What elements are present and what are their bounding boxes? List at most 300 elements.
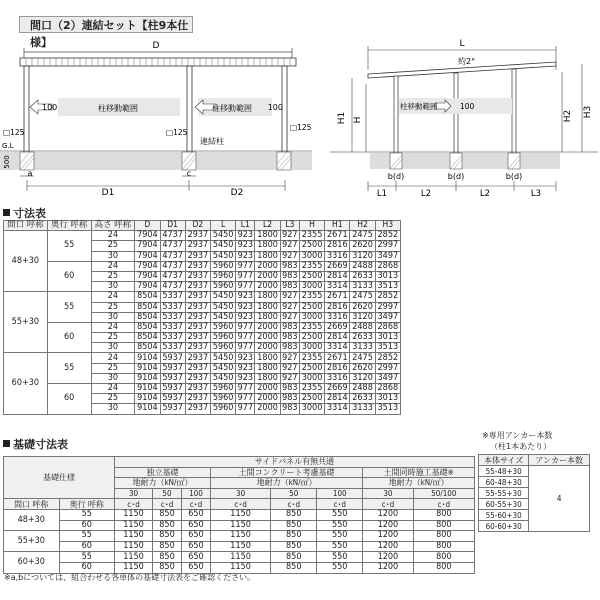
cd-header-cell: c･d — [363, 499, 413, 510]
base-width-cell: 60+30 — [4, 552, 60, 573]
base-value-cell: 1150 — [210, 552, 270, 563]
dim-value-cell: 2816 — [325, 302, 350, 312]
label-100-right: 100 — [267, 103, 283, 112]
depth-name-cell: 55 — [47, 353, 91, 384]
dim-table-row — [4, 292, 401, 302]
dim-value-cell: 983 — [282, 393, 298, 404]
dim-value-cell: 5450 — [211, 241, 236, 251]
dim-value-cell: 977 — [237, 332, 254, 343]
dim-value-cell: 8504 — [135, 302, 160, 312]
dim-value-cell: 977 — [237, 342, 254, 353]
dim-value-cell: 2937 — [185, 292, 210, 302]
dim-value-cell: 2355 — [299, 384, 324, 394]
cd-header-cell: c･d — [181, 499, 210, 510]
width-name-cell: 60+30 — [4, 353, 48, 414]
dim-value-cell: 25 — [91, 363, 135, 373]
depth-name-cell: 55 — [47, 292, 91, 323]
dim-value-cell: 3000 — [299, 373, 324, 383]
dim-value-cell: 2997 — [375, 363, 400, 373]
dim-value-cell: 2633 — [350, 271, 375, 281]
base-value-cell: 1150 — [115, 520, 153, 531]
base-value-cell: 550 — [317, 509, 363, 520]
anchor-size-cell: 60-60+30 — [479, 521, 529, 532]
base-value-cell: 650 — [181, 520, 210, 531]
dim-value-cell: 3513 — [375, 343, 400, 353]
dim-value-cell: 983 — [282, 271, 298, 282]
dim-value-cell: 5960 — [211, 282, 236, 292]
dim-value-cell: 2814 — [325, 271, 350, 281]
label-post-right: □125 — [290, 123, 312, 132]
dim-value-cell: 8504 — [135, 292, 160, 302]
dim-value-cell: 977 — [237, 271, 254, 282]
dim-value-cell: 2669 — [325, 384, 350, 394]
dim-value-cell: 923 — [237, 352, 254, 363]
dim-value-cell: 2000 — [255, 333, 280, 343]
base-value-cell: 850 — [271, 541, 317, 552]
anchor-size-cell: 55-55+30 — [479, 488, 529, 499]
dim-value-cell: 2488 — [350, 261, 375, 271]
label-b-left: b(d) — [387, 172, 405, 181]
dim-value-cell: 25 — [91, 302, 135, 312]
dim-value-cell: 5960 — [211, 343, 236, 353]
cd-header-cell: c･d — [413, 499, 474, 510]
dim-value-cell: 2937 — [185, 241, 210, 251]
base-value-cell: 650 — [181, 531, 210, 542]
base-value-cell: 850 — [271, 520, 317, 531]
dim-value-cell: 927 — [282, 362, 298, 373]
dim-value-cell: 3314 — [325, 343, 350, 353]
dim-value-cell: 1800 — [255, 353, 280, 363]
dim-value-cell: 2000 — [255, 343, 280, 353]
dim-value-cell: 923 — [237, 372, 254, 383]
label-post-mid: □125 — [166, 128, 188, 137]
foundation-table-row — [4, 520, 475, 531]
base-value-cell: 1150 — [210, 562, 270, 573]
dim-header-cell: L1 — [236, 221, 255, 231]
base-value-cell: 1150 — [115, 509, 153, 520]
anchor-header-cell: 本体サイズ — [479, 455, 529, 466]
dim-table-row — [4, 261, 401, 271]
base-value-cell: 1150 — [210, 520, 270, 531]
dim-value-cell: 7904 — [135, 282, 160, 292]
dim-value-cell: 24 — [91, 384, 135, 394]
dim-value-cell: 2816 — [325, 363, 350, 373]
dim-value-cell: 5960 — [211, 384, 236, 394]
dim-value-cell: 5960 — [211, 322, 236, 332]
dim-value-cell: 3316 — [325, 251, 350, 261]
dim-value-cell: 2475 — [350, 292, 375, 302]
dim-value-cell: 5937 — [160, 394, 185, 404]
dim-value-cell: 2816 — [325, 241, 350, 251]
dim-value-cell: 3120 — [350, 251, 375, 261]
dim-value-cell: 927 — [282, 230, 298, 241]
dim-value-cell: 923 — [237, 250, 254, 261]
footnote: ※a,bについては、組合わせる各単体の基礎寸法表をご確認ください。 — [4, 573, 256, 582]
label-post-left: □125 — [3, 128, 25, 137]
dim-section-title: 寸法表 — [3, 205, 46, 221]
dim-value-cell: 3513 — [375, 404, 400, 414]
depth-name-cell: 60 — [47, 384, 91, 415]
dim-value-cell: 5937 — [160, 384, 185, 394]
dim-header-cell: H2 — [350, 221, 375, 231]
dim-value-cell: 4737 — [160, 241, 185, 251]
dim-value-cell: 977 — [237, 383, 254, 394]
load-header-cell: 50/100 — [413, 488, 474, 499]
dim-value-cell: 24 — [91, 353, 135, 363]
base-value-cell: 650 — [181, 562, 210, 573]
base-value-cell: 550 — [317, 541, 363, 552]
dim-value-cell: 5937 — [160, 363, 185, 373]
dim-header-cell: D1 — [160, 221, 185, 231]
base-value-cell: 1200 — [363, 541, 413, 552]
load-header-cell: 100 — [181, 488, 210, 499]
label-H1: H1 — [337, 111, 347, 125]
anchor-header-cell: アンカー本数 — [529, 455, 590, 466]
dim-value-cell: 3316 — [325, 312, 350, 322]
label-H3: H3 — [583, 105, 593, 119]
dim-value-cell: 3000 — [299, 343, 324, 353]
dim-value-cell: 5337 — [160, 292, 185, 302]
label-L: L — [459, 39, 465, 49]
dim-value-cell: 5960 — [211, 404, 236, 414]
dim-value-cell: 3013 — [375, 333, 400, 343]
dim-value-cell: 24 — [91, 322, 135, 332]
label-L2b: L2 — [479, 189, 491, 198]
dim-value-cell: 1800 — [255, 373, 280, 383]
dim-value-cell: 983 — [282, 321, 298, 332]
dim-header-cell: H3 — [375, 221, 400, 231]
dim-table-row — [4, 322, 401, 332]
dim-value-cell: 983 — [282, 403, 298, 414]
dim-value-cell: 3133 — [350, 404, 375, 414]
dim-value-cell: 2000 — [255, 322, 280, 332]
post-mid — [187, 66, 192, 154]
dim-value-cell: 2852 — [375, 353, 400, 363]
dim-value-cell: 2500 — [299, 241, 324, 251]
label-L3: L3 — [530, 189, 542, 198]
foundation-table-row — [4, 531, 475, 542]
dim-value-cell: 7904 — [135, 261, 160, 271]
dim-value-cell: 983 — [282, 383, 298, 394]
load-header-cell: 50 — [153, 488, 182, 499]
dim-value-cell: 2669 — [325, 322, 350, 332]
depth-name-cell: 60 — [47, 261, 91, 292]
dim-value-cell: 30 — [91, 251, 135, 261]
anchor-note-1: ※専用アンカー本数 — [482, 431, 553, 440]
dim-value-cell: 3120 — [350, 373, 375, 383]
dim-value-cell: 983 — [282, 281, 298, 292]
dim-value-cell: 1800 — [255, 292, 280, 302]
dim-value-cell: 3000 — [299, 404, 324, 414]
dim-value-cell: 2488 — [350, 384, 375, 394]
dim-value-cell: 2937 — [185, 384, 210, 394]
dim-value-cell: 2937 — [185, 394, 210, 404]
dim-value-cell: 923 — [237, 291, 254, 302]
dim-value-cell: 5450 — [211, 373, 236, 383]
base-value-cell: 800 — [413, 562, 474, 573]
dim-value-cell: 983 — [282, 260, 298, 271]
base-value-cell: 1200 — [363, 562, 413, 573]
dim-value-cell: 5450 — [211, 231, 236, 241]
base-depth-cell: 55 — [59, 509, 115, 520]
side-label-100: 100 — [460, 102, 475, 111]
dim-value-cell: 2488 — [350, 322, 375, 332]
dim-value-cell: 3133 — [350, 343, 375, 353]
base-value-cell: 850 — [153, 552, 182, 563]
dim-value-cell: 3133 — [350, 282, 375, 292]
base-value-cell: 800 — [413, 520, 474, 531]
dim-value-cell: 1800 — [255, 363, 280, 373]
side-elevation-diagram — [330, 36, 598, 198]
dim-value-cell: 923 — [237, 240, 254, 251]
dim-value-cell: 30 — [91, 343, 135, 353]
dim-value-cell: 1800 — [255, 241, 280, 251]
dim-value-cell: 927 — [282, 301, 298, 312]
base-value-cell: 850 — [271, 509, 317, 520]
dim-value-cell: 2000 — [255, 271, 280, 281]
dim-value-cell: 5937 — [160, 353, 185, 363]
dim-value-cell: 1800 — [255, 302, 280, 312]
foundation-table-row — [4, 509, 475, 520]
dim-value-cell: 3497 — [375, 373, 400, 383]
dim-value-cell: 24 — [91, 261, 135, 271]
bearing-header-1: 地耐力（kN/㎡） — [115, 478, 211, 489]
cd-header-cell: c･d — [271, 499, 317, 510]
base-section-title: 基礎寸法表 — [3, 436, 68, 452]
page-title: 間口（2）連結セット【柱9本仕様】 — [19, 16, 193, 33]
base-value-cell: 1200 — [363, 552, 413, 563]
dim-value-cell: 5960 — [211, 394, 236, 404]
dim-value-cell: 3000 — [299, 251, 324, 261]
anchor-size-cell: 55-60+30 — [479, 510, 529, 521]
dim-value-cell: 2937 — [185, 333, 210, 343]
foundation-table — [3, 456, 475, 574]
dim-value-cell: 2852 — [375, 231, 400, 241]
dim-header-cell: L2 — [255, 221, 280, 231]
dim-value-cell: 2500 — [299, 302, 324, 312]
dim-header-cell: H1 — [325, 221, 350, 231]
dim-value-cell: 5337 — [160, 302, 185, 312]
dim-table-row — [4, 353, 401, 363]
bearing-header-2: 地耐力（kN/㎡） — [210, 478, 362, 489]
dim-value-cell: 8504 — [135, 343, 160, 353]
base-spec-header: 基礎仕様 — [4, 457, 115, 499]
dim-value-cell: 2937 — [185, 251, 210, 261]
label-L1: L1 — [376, 189, 388, 198]
front-elevation-diagram — [0, 36, 312, 198]
base-value-cell: 850 — [271, 562, 317, 573]
side-label-range: 柱移動範囲 — [400, 102, 438, 111]
dim-table-row — [4, 384, 401, 394]
base-value-cell: 1150 — [210, 541, 270, 552]
dim-value-cell: 4737 — [160, 271, 185, 281]
base-value-cell: 850 — [153, 520, 182, 531]
dim-value-cell: 927 — [282, 352, 298, 363]
depth-name-cell: 60 — [47, 322, 91, 353]
dim-value-cell: 3513 — [375, 282, 400, 292]
dim-value-cell: 1800 — [255, 312, 280, 322]
ground-concrete-header: 土間コンクリート考慮基礎 — [210, 467, 362, 478]
dim-value-cell: 30 — [91, 312, 135, 322]
dim-value-cell: 2500 — [299, 271, 324, 281]
dim-value-cell: 5450 — [211, 363, 236, 373]
base-width-cell: 48+30 — [4, 509, 60, 530]
cd-header-cell: c･d — [317, 499, 363, 510]
label-range-left: 柱移動範囲 — [98, 104, 138, 113]
base-value-cell: 1150 — [115, 552, 153, 563]
dim-value-cell: 30 — [91, 404, 135, 414]
dim-value-cell: 2355 — [299, 231, 324, 241]
dim-value-cell: 9104 — [135, 373, 160, 383]
dim-value-cell: 7904 — [135, 251, 160, 261]
anchor-table-row — [479, 466, 590, 477]
dim-value-cell: 5960 — [211, 333, 236, 343]
dim-value-cell: 5960 — [211, 271, 236, 281]
foundation-table-row — [4, 552, 475, 563]
dim-value-cell: 2868 — [375, 261, 400, 271]
dim-value-cell: 7904 — [135, 241, 160, 251]
base-value-cell: 800 — [413, 509, 474, 520]
dim-header-cell: L — [211, 221, 236, 231]
dim-value-cell: 5937 — [160, 373, 185, 383]
dim-value-cell: 2500 — [299, 333, 324, 343]
dim-value-cell: 2620 — [350, 302, 375, 312]
dim-value-cell: 4737 — [160, 251, 185, 261]
dim-value-cell: 5450 — [211, 302, 236, 312]
dim-value-cell: 7904 — [135, 271, 160, 281]
load-header-cell: 50 — [271, 488, 317, 499]
cd-header-cell: c･d — [210, 499, 270, 510]
dimension-table — [3, 220, 401, 415]
dim-value-cell: 3314 — [325, 282, 350, 292]
dim-value-cell: 2868 — [375, 384, 400, 394]
dim-value-cell: 2937 — [185, 322, 210, 332]
base-value-cell: 850 — [271, 531, 317, 542]
dim-value-cell: 983 — [282, 332, 298, 343]
dim-value-cell: 30 — [91, 282, 135, 292]
dim-value-cell: 927 — [282, 311, 298, 322]
width-name-cell: 48+30 — [4, 231, 48, 292]
base-value-cell: 550 — [317, 531, 363, 542]
dim-value-cell: 2868 — [375, 322, 400, 332]
load-header-cell: 100 — [317, 488, 363, 499]
dim-value-cell: 24 — [91, 292, 135, 302]
base-width-cell: 55+30 — [4, 531, 60, 552]
dim-value-cell: 3314 — [325, 404, 350, 414]
dim-value-cell: 2937 — [185, 343, 210, 353]
foundation-table-row — [4, 541, 475, 552]
dim-value-cell: 2937 — [185, 312, 210, 322]
dim-value-cell: 2000 — [255, 404, 280, 414]
dim-value-cell: 9104 — [135, 394, 160, 404]
dim-value-cell: 5937 — [160, 404, 185, 414]
anchor-note-2: （柱1本あたり） — [490, 442, 552, 451]
base-depth-cell: 60 — [59, 520, 115, 531]
dim-value-cell: 927 — [282, 250, 298, 261]
load-header-cell: 30 — [210, 488, 270, 499]
base-value-cell: 800 — [413, 552, 474, 563]
dim-value-cell: 2671 — [325, 353, 350, 363]
dim-value-cell: 2355 — [299, 322, 324, 332]
dim-value-cell: 2475 — [350, 231, 375, 241]
side-panel-header: サイドパネル有無共通 — [115, 457, 475, 468]
cd-header-cell: c･d — [153, 499, 182, 510]
dim-value-cell: 7904 — [135, 231, 160, 241]
base-value-cell: 1150 — [115, 531, 153, 542]
base-depth-cell: 60 — [59, 541, 115, 552]
base-value-cell: 850 — [271, 552, 317, 563]
dim-value-cell: 2937 — [185, 353, 210, 363]
base-value-cell: 550 — [317, 552, 363, 563]
dim-value-cell: 3120 — [350, 312, 375, 322]
dim-value-cell: 2000 — [255, 394, 280, 404]
dim-value-cell: 2814 — [325, 394, 350, 404]
dim-value-cell: 4737 — [160, 231, 185, 241]
dim-value-cell: 927 — [282, 240, 298, 251]
dim-value-cell: 2669 — [325, 261, 350, 271]
dim-value-cell: 25 — [91, 241, 135, 251]
base-value-cell: 1200 — [363, 520, 413, 531]
dim-value-cell: 5450 — [211, 353, 236, 363]
base-value-cell: 1150 — [210, 531, 270, 542]
dim-value-cell: 3013 — [375, 271, 400, 281]
dim-value-cell: 983 — [282, 342, 298, 353]
dim-value-cell: 24 — [91, 231, 135, 241]
dim-value-cell: 2633 — [350, 333, 375, 343]
dim-value-cell: 8504 — [135, 322, 160, 332]
anchor-size-cell: 55-48+30 — [479, 466, 529, 477]
dim-value-cell: 2814 — [325, 333, 350, 343]
base-value-cell: 1150 — [115, 541, 153, 552]
dim-value-cell: 9104 — [135, 363, 160, 373]
post-left — [24, 66, 29, 154]
anchor-table — [478, 454, 590, 532]
dim-value-cell: 5450 — [211, 292, 236, 302]
base-value-cell: 1150 — [115, 562, 153, 573]
dim-value-cell: 2937 — [185, 261, 210, 271]
dim-value-cell: 8504 — [135, 312, 160, 322]
base-depth-cell: 55 — [59, 531, 115, 542]
dim-value-cell: 2937 — [185, 373, 210, 383]
base-width-header: 間口 呼称 — [4, 499, 60, 510]
dim-header-cell: D — [135, 221, 160, 231]
dim-value-cell: 923 — [237, 230, 254, 241]
label-gl: G.L — [2, 142, 14, 150]
dim-value-cell: 5337 — [160, 343, 185, 353]
dim-value-cell: 1800 — [255, 231, 280, 241]
width-name-cell: 55+30 — [4, 292, 48, 353]
dim-value-cell: 977 — [237, 321, 254, 332]
label-L2a: L2 — [420, 189, 432, 198]
dim-value-cell: 25 — [91, 271, 135, 281]
dim-value-cell: 2355 — [299, 292, 324, 302]
dim-value-cell: 2000 — [255, 384, 280, 394]
base-value-cell: 850 — [153, 509, 182, 520]
bearing-header-3: 地耐力（kN/㎡） — [363, 478, 475, 489]
dim-value-cell: 3000 — [299, 282, 324, 292]
dim-value-cell: 2355 — [299, 353, 324, 363]
dim-D-label: D — [152, 41, 160, 51]
dim-value-cell: 5337 — [160, 312, 185, 322]
dim-value-cell: 1800 — [255, 251, 280, 261]
dim-header-cell: H — [299, 221, 324, 231]
dim-value-cell: 3316 — [325, 373, 350, 383]
label-range-right: 柱移動範囲 — [212, 104, 252, 113]
dim-value-cell: 2937 — [185, 404, 210, 414]
label-connect-post: 連結柱 — [200, 137, 224, 146]
dim-header-cell: D2 — [185, 221, 210, 231]
label-H: H — [353, 116, 363, 124]
